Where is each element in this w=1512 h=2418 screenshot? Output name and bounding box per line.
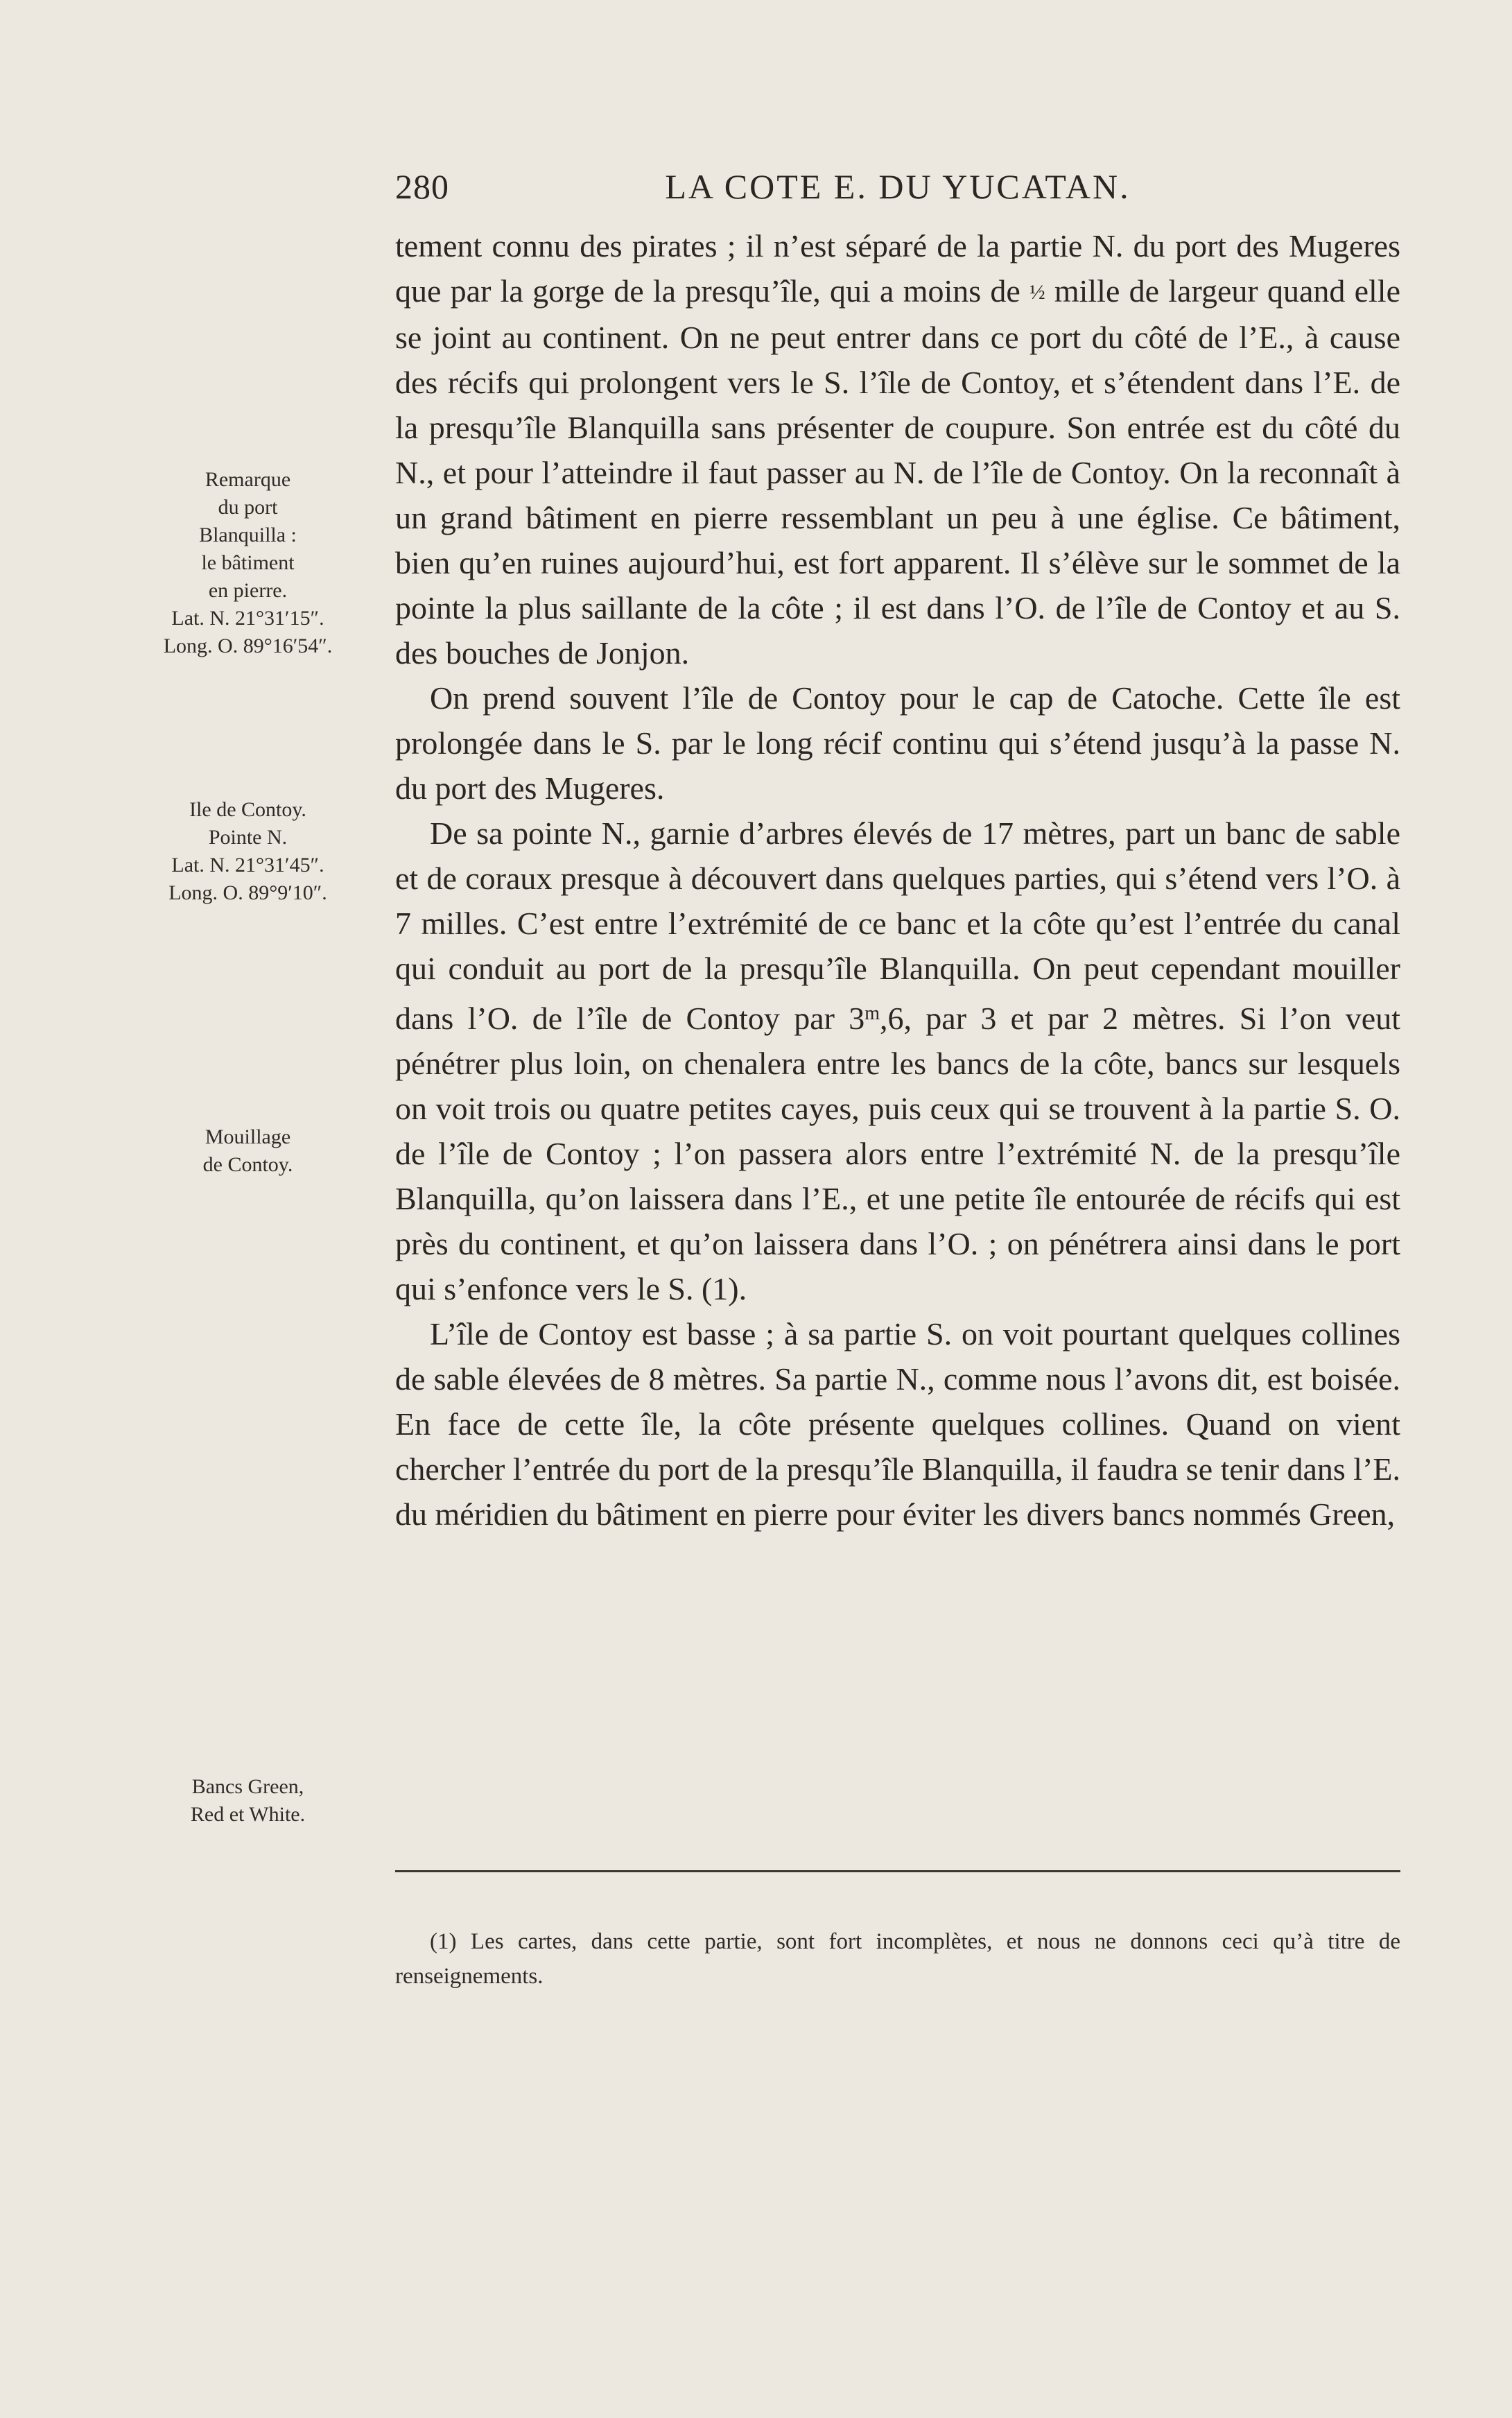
running-title: LA COTE E. DU YUCATAN. xyxy=(665,167,1131,206)
margin-note-line: Bancs Green, xyxy=(191,1775,304,1798)
footnote xyxy=(395,1924,1400,1994)
margin-note-bancs xyxy=(118,1773,378,1829)
footnote-text: (1) Les cartes, dans cette partie, sont fort incomplètes, et nous ne donnons ceci qu’à titre de renseignements. xyxy=(395,1929,1400,1989)
margin-note-ile-contoy xyxy=(118,796,378,907)
margin-note-line: le bâtiment xyxy=(201,551,295,574)
page-number: 280 xyxy=(395,167,449,206)
superscript: m xyxy=(864,1003,880,1024)
margin-note-line: Long. O. 89°9′10″. xyxy=(168,881,327,904)
margin-note-line: Pointe N. xyxy=(208,826,288,849)
margin-note-line: en pierre. xyxy=(208,579,288,602)
margin-note-line: Lat. N. 21°31′45″. xyxy=(171,854,324,876)
margin-note-line: Remarque xyxy=(205,468,291,491)
margin-note-mouillage xyxy=(118,1123,378,1179)
margin-note-line: de Contoy. xyxy=(202,1153,293,1176)
running-header xyxy=(395,166,1400,215)
paragraph: On prend souvent l’île de Contoy pour le cap de Catoche. Cette île est prolongée dans le S. par le long récif continu qui s’étend jusqu’à la passe N. du port des Mugeres. xyxy=(395,680,1400,806)
margin-note-line: Mouillage xyxy=(205,1125,291,1148)
paragraph: tement connu des pirates ; il n’est séparé de la partie N. du port des Mugeres que par la gorge de la presqu’île, qui a moins de ½ mille de largeur quand elle se joint au continent. On ne peut entrer dans ce port du côté de l’E., à cause des récifs qui prolongent vers le S. l’île de Contoy, et s’étendent dans l’E. de la presqu’île Blanquilla sans présenter de coupure. Son entrée est du côté du N., et pour l’atteindre il faut passer au N. de l’île de Contoy. On la reconnaît à un grand bâtiment en pierre ressemblant un peu à une église. Ce bâtiment, bien qu’en ruines aujourd’hui, est fort apparent. Il s’élève sur le sommet de la pointe la plus saillante de la côte ; il est dans l’O. de l’île de Contoy et au S. des bouches de Jonjon. xyxy=(395,228,1400,671)
body-text xyxy=(395,223,1400,1537)
paragraph: L’île de Contoy est basse ; à sa partie S. on voit pourtant quelques collines de sable élevées de 8 mètres. Sa partie N., comme nous l’avons dit, est boisée. En face de cette île, la côte présente quelques collines. Quand on vient chercher l’entrée du port de la presqu’île Blanquilla, il faudra se tenir dans l’E. du méridien du bâtiment en pierre pour éviter les divers bancs nommés Green, xyxy=(395,1316,1400,1532)
paragraph: De sa pointe N., garnie d’arbres élevés de 17 mètres, part un banc de sable et de coraux presque à découvert dans quelques parties, qui s’étend vers l’O. à 7 milles. C’est entre l’extrémité de ce banc et la côte qu’est l’entrée du canal qui conduit au port de la presqu’île Blanquilla. On peut cependant mouiller dans l’O. de l’île de Contoy par 3$^m$,6, par 3 et par 2 mètres. Si l’on veut pénétrer plus loin, on chenalera entre les bancs de la côte, bancs sur lesquels on voit trois ou quatre petites cayes, puis ceux qui se trouvent à la partie S. O. de l’île de Contoy ; l’on passera alors entre l’extrémité N. de la presqu’île Blanquilla, qu’on laissera dans l’E., et une petite île entourée de récifs qui est près du continent, et qu’on laissera dans l’O. ; on pénétrera ainsi dans le port qui s’enfonce vers le S. (1). xyxy=(395,815,1400,1306)
margin-note-line: Ile de Contoy. xyxy=(189,798,306,821)
fraction: ½ xyxy=(1029,281,1045,304)
footnote-rule xyxy=(395,1870,1400,1872)
margin-note-line: du port xyxy=(218,496,278,519)
margin-note-line: Red et White. xyxy=(190,1803,306,1826)
margin-note-line: Blanquilla : xyxy=(199,524,297,546)
margin-note-line: Long. O. 89°16′54″. xyxy=(163,634,333,657)
margin-note-line: Lat. N. 21°31′15″. xyxy=(171,607,324,630)
margin-note-port-blanquilla xyxy=(118,466,378,660)
